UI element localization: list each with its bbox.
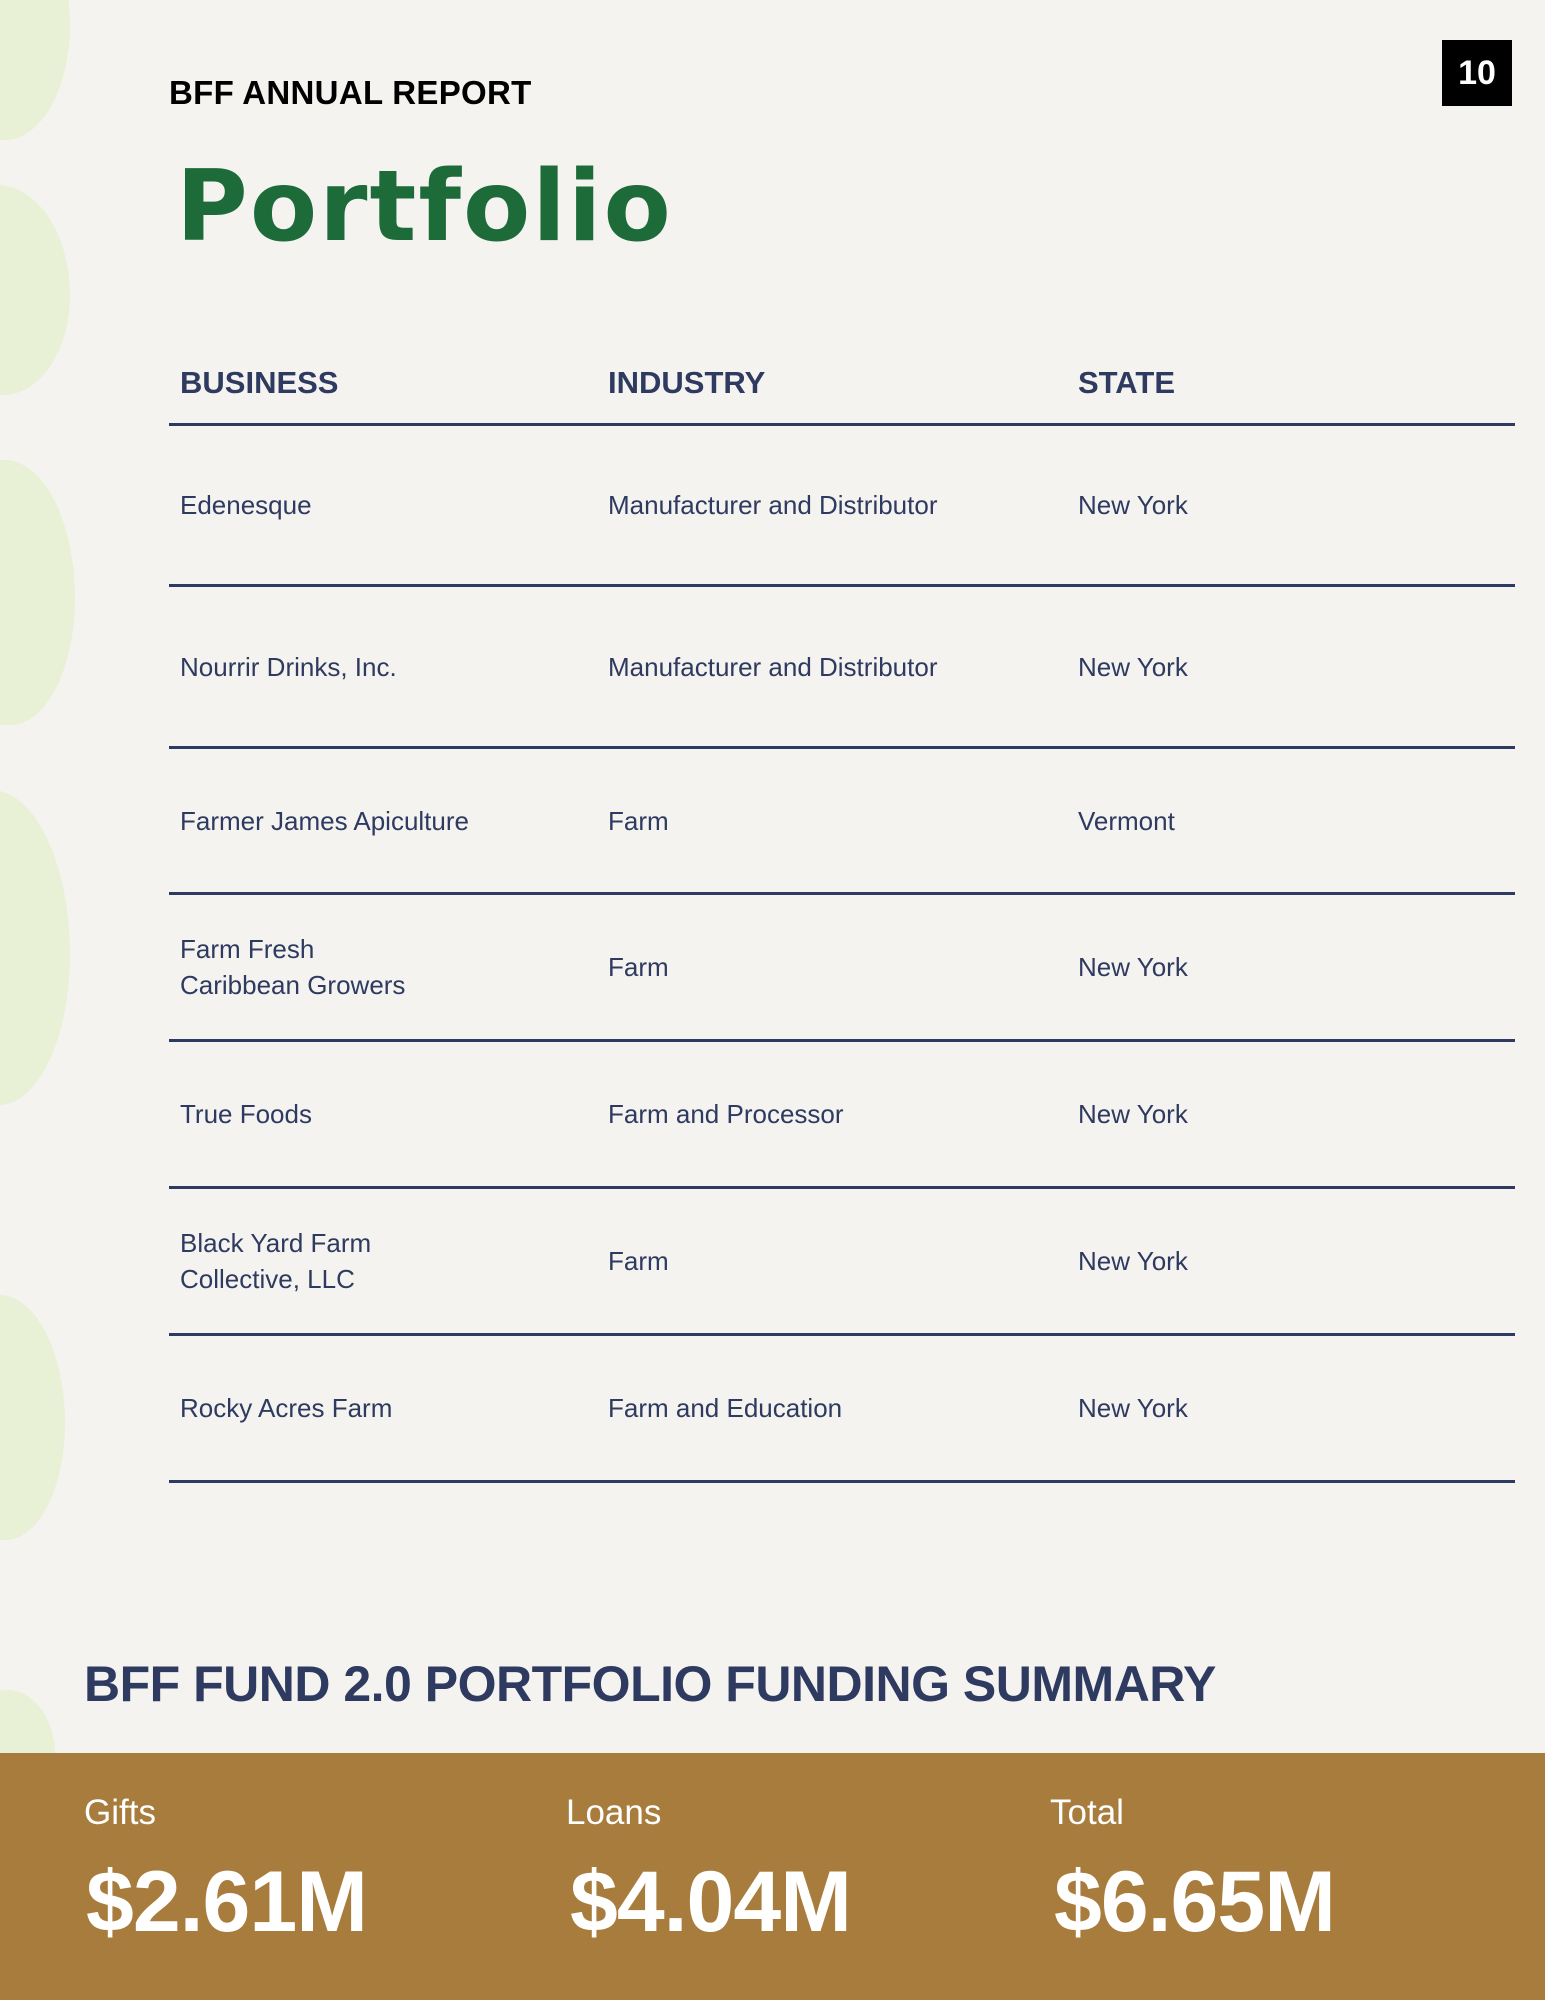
gifts-value: $2.61M [86, 1854, 367, 1950]
column-header-industry: INDUSTRY [608, 365, 766, 400]
state-cell: New York [1078, 1246, 1188, 1276]
report-label: BFF ANNUAL REPORT [169, 74, 532, 111]
column-header-state: STATE [1078, 365, 1176, 400]
state-cell: New York [1078, 952, 1188, 982]
industry-cell: Farm [608, 805, 669, 836]
loans-value: $4.04M [570, 1854, 851, 1950]
state-cell: New York [1078, 1099, 1188, 1129]
summary-title: BFF FUND 2.0 PORTFOLIO FUNDING SUMMARY [84, 1656, 1216, 1712]
gifts-label: Gifts [84, 1793, 156, 1832]
decorative-blob [0, 1295, 65, 1540]
loans-label: Loans [566, 1793, 662, 1832]
business-cell: Black Yard Farm Collective, LLC [180, 1228, 372, 1294]
decorative-blob [0, 790, 70, 1105]
funding-summary-band [0, 1753, 1545, 2000]
business-cell: Farmer James Apiculture [180, 805, 469, 836]
table-header [169, 355, 1515, 426]
business-cell: Nourrir Drinks, Inc. [180, 651, 397, 682]
decorative-blob [0, 185, 70, 395]
table-row [169, 1336, 1515, 1483]
state-cell: New York [1078, 490, 1188, 520]
industry-cell: Manufacturer and Distributor [608, 490, 938, 520]
business-cell: Edenesque [180, 490, 312, 520]
industry-cell: Farm [608, 1246, 669, 1276]
table-row [169, 895, 1515, 1042]
table-row [169, 587, 1515, 749]
table-row [169, 1189, 1515, 1336]
page-number: 10 [1442, 40, 1512, 106]
state-cell: New York [1078, 651, 1188, 682]
business-cell: Farm Fresh Caribbean Growers [180, 934, 406, 1000]
industry-cell: Farm and Education [608, 1393, 843, 1423]
page-title: Portfolio [176, 150, 673, 264]
industry-cell: Farm [608, 952, 669, 982]
total-label: Total [1050, 1793, 1124, 1832]
total-value: $6.65M [1054, 1854, 1335, 1950]
state-cell: Vermont [1078, 805, 1175, 836]
business-cell: Rocky Acres Farm [180, 1393, 393, 1423]
industry-cell: Farm and Processor [608, 1099, 844, 1129]
business-cell: True Foods [180, 1099, 312, 1129]
table-row [169, 1042, 1515, 1189]
decorative-blob [0, 0, 70, 140]
decorative-blob [0, 460, 75, 725]
table-row [169, 749, 1515, 895]
state-cell: New York [1078, 1393, 1188, 1423]
portfolio-table [169, 355, 1515, 1483]
table-row [169, 426, 1515, 587]
column-header-business: BUSINESS [180, 365, 339, 400]
industry-cell: Manufacturer and Distributor [608, 651, 938, 682]
